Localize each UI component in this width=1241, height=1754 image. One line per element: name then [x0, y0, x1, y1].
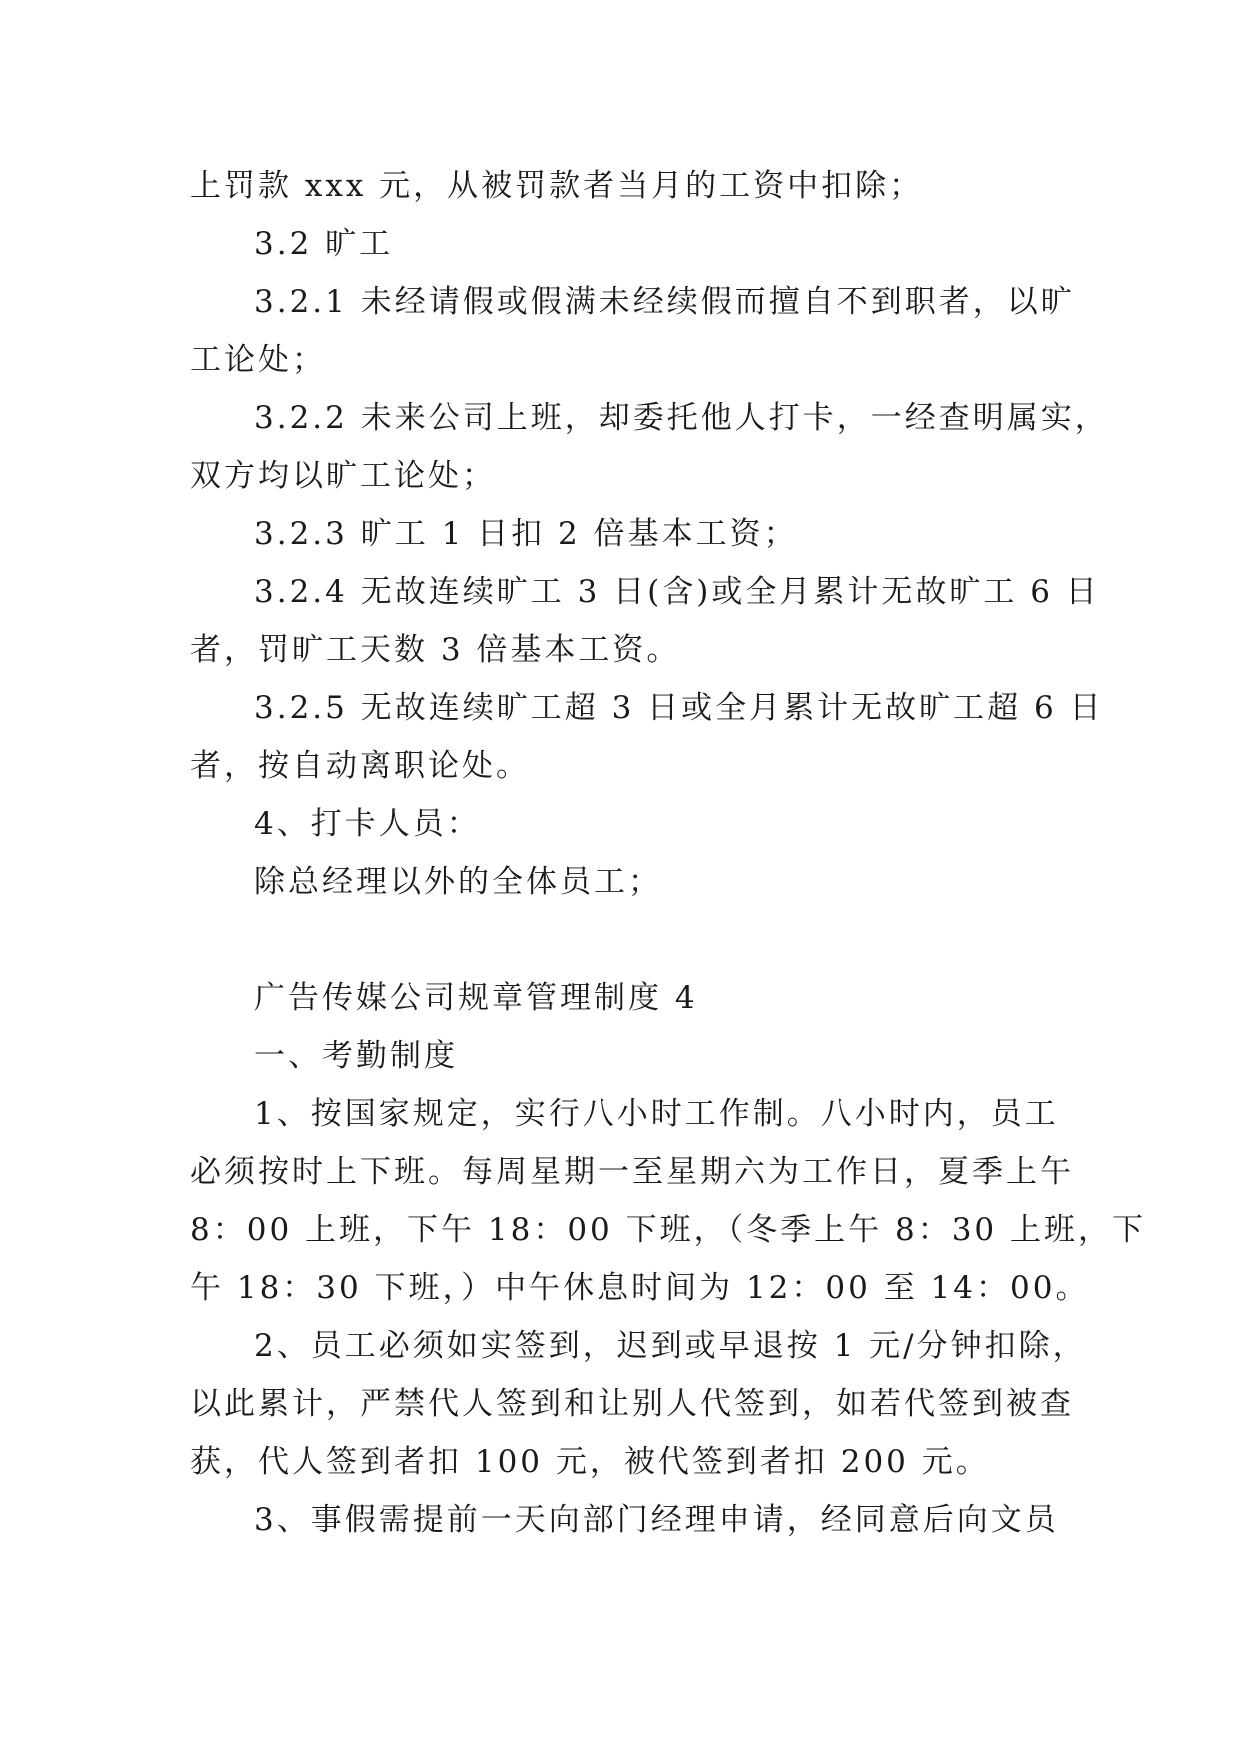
text-line: 以此累计，严禁代人签到和让别人代签到，如若代签到被查 [190, 1386, 1074, 1422]
text-line: 8：00 上班，下午 18：00 下班，（冬季上午 8：30 上班，下 [190, 1212, 1146, 1248]
text-line: 2、员工必须如实签到，迟到或早退按 1 元/分钟扣除， [254, 1328, 1087, 1364]
text-line: 双方均以旷工论处； [190, 458, 496, 494]
text-line: 工论处； [190, 342, 326, 378]
text-line: 除总经理以外的全体员工； [254, 864, 662, 900]
text-line: 者，按自动离职论处。 [190, 748, 530, 784]
text-line: 1、按国家规定，实行八小时工作制。八小时内，员工 [254, 1096, 1059, 1132]
section-heading-attendance: 一、考勤制度 [254, 1038, 458, 1074]
section-heading-3-2: 3.2 旷工 [254, 226, 394, 262]
text-line: 午 18：30 下班，）中午休息时间为 12：00 至 14：00。 [190, 1270, 1090, 1306]
text-line: 者，罚旷工天数 3 倍基本工资。 [190, 632, 681, 668]
document-title: 广告传媒公司规章管理制度 4 [254, 980, 698, 1016]
text-line: 3.2.3 旷工 1 日扣 2 倍基本工资； [254, 516, 798, 552]
text-line: 3.2.2 未来公司上班，却委托他人打卡，一经查明属实， [254, 400, 1109, 436]
text-line: 3.2.5 无故连续旷工超 3 日或全月累计无故旷工超 6 日 [254, 690, 1104, 726]
text-line: 3.2.4 无故连续旷工 3 日(含)或全月累计无故旷工 6 日 [254, 574, 1100, 610]
text-line: 获，代人签到者扣 100 元，被代签到者扣 200 元。 [190, 1444, 990, 1480]
text-line: 3、事假需提前一天向部门经理申请，经同意后向文员 [254, 1502, 1059, 1538]
text-line: 上罚款 xxx 元，从被罚款者当月的工资中扣除； [190, 168, 924, 204]
text-line: 3.2.1 未经请假或假满未经续假而擅自不到职者，以旷 [254, 284, 1075, 320]
text-line: 必须按时上下班。每周星期一至星期六为工作日，夏季上午 [190, 1154, 1074, 1190]
section-heading-4: 4、打卡人员： [254, 806, 481, 842]
